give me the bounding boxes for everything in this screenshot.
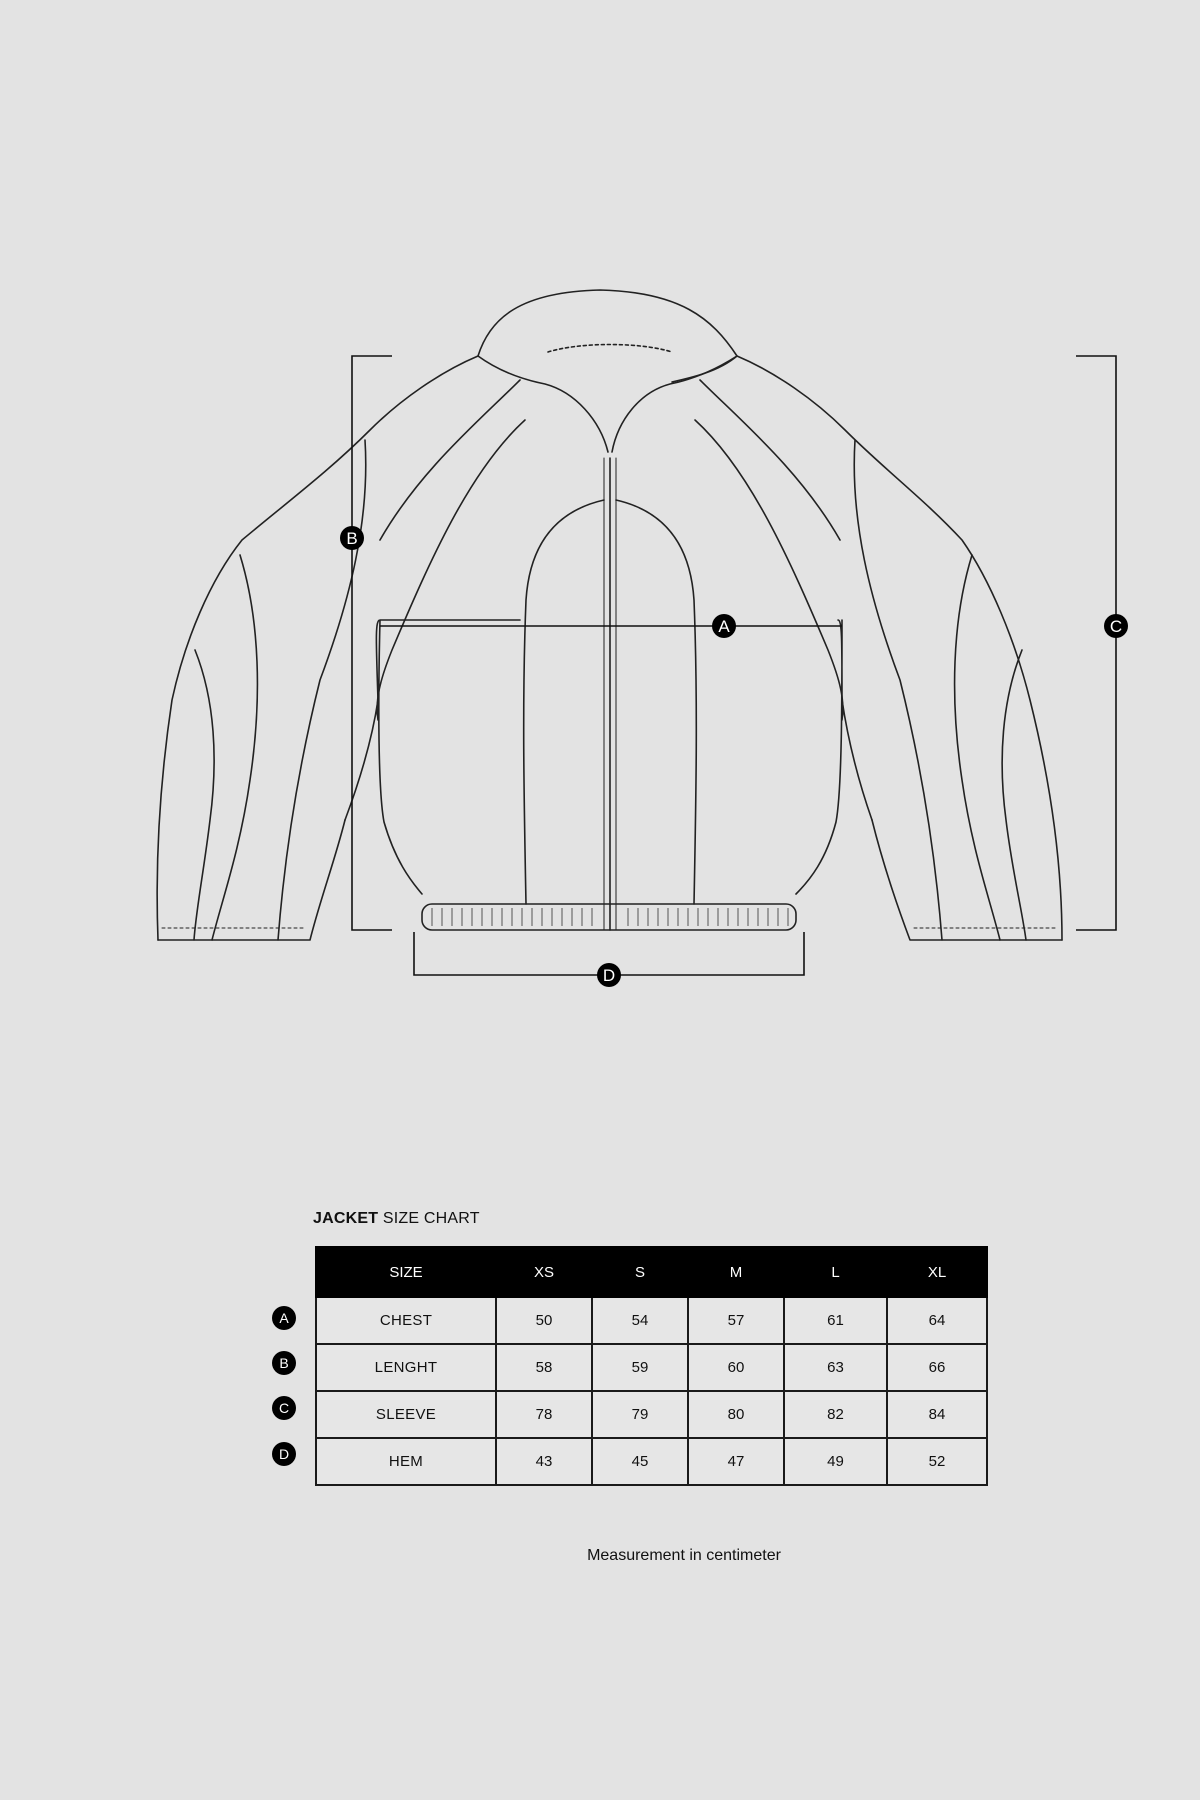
table-cell: 45 [592, 1438, 688, 1485]
sleeve-left-inner [345, 700, 378, 820]
table-cell: 84 [887, 1391, 987, 1438]
table-cell: 82 [784, 1391, 887, 1438]
callout-a [712, 614, 736, 638]
table-cell: 80 [688, 1391, 784, 1438]
table-cell: 63 [784, 1344, 887, 1391]
size-chart-title [313, 1210, 480, 1228]
table-cell: 60 [688, 1344, 784, 1391]
header-xs: XS [496, 1247, 592, 1297]
callout-c [1104, 614, 1128, 638]
row-badge-c: C [272, 1396, 296, 1420]
row-label: CHEST [316, 1297, 496, 1344]
shoulder-seam-right [700, 380, 840, 540]
header-size: SIZE [316, 1247, 496, 1297]
header-m: M [688, 1247, 784, 1297]
raglan-right [695, 420, 843, 720]
callout-d [597, 963, 621, 987]
table-cell: 61 [784, 1297, 887, 1344]
torso-right [796, 620, 842, 894]
table-row-chest [316, 1297, 987, 1344]
front-panel-right [616, 500, 696, 904]
table-cell: 78 [496, 1391, 592, 1438]
sleeve-right-cuff [872, 820, 1062, 940]
size-chart-title-bold: JACKET [313, 1210, 379, 1227]
svg-text:C: C [1109, 617, 1123, 636]
table-row-length [316, 1344, 987, 1391]
table-row-sleeve [316, 1391, 987, 1438]
front-panel-left [524, 500, 604, 904]
sleeve-left-cuff [158, 820, 345, 940]
hem-rib [422, 904, 796, 930]
body-right-outline [737, 356, 1062, 940]
table-cell: 59 [592, 1344, 688, 1391]
measure-line-c [1076, 356, 1116, 930]
table-cell: 54 [592, 1297, 688, 1344]
sleeve-seam-left-3 [194, 650, 214, 940]
row-badge-b: B [272, 1351, 296, 1375]
table-row-hem [316, 1438, 987, 1485]
header-l: L [784, 1247, 887, 1297]
torso-left [376, 620, 520, 894]
header-s: S [592, 1247, 688, 1297]
table-cell: 58 [496, 1344, 592, 1391]
sleeve-seam-right-3 [1002, 650, 1026, 940]
table-cell: 50 [496, 1297, 592, 1344]
sleeve-seam-left-2 [212, 555, 257, 940]
size-header-row [316, 1247, 987, 1297]
sleeve-seam-right-1 [854, 440, 942, 940]
svg-text:A: A [718, 617, 730, 636]
svg-text:B: B [346, 529, 358, 548]
size-chart-title-rest: SIZE CHART [378, 1210, 480, 1227]
row-badge-a: A [272, 1306, 296, 1330]
table-cell: 66 [887, 1344, 987, 1391]
row-badge-d: D [272, 1442, 296, 1466]
sleeve-right-inner [842, 700, 872, 820]
collar-outline [478, 290, 737, 382]
table-cell: 52 [887, 1438, 987, 1485]
collar-left [478, 356, 608, 452]
size-table [315, 1246, 988, 1486]
svg-text:D: D [602, 966, 616, 985]
table-cell: 57 [688, 1297, 784, 1344]
table-cell: 47 [688, 1438, 784, 1485]
row-label: SLEEVE [316, 1391, 496, 1438]
raglan-left [377, 420, 525, 720]
shoulder-seam-left [380, 380, 520, 540]
table-cell: 64 [887, 1297, 987, 1344]
collar-right [612, 356, 737, 452]
table-cell: 43 [496, 1438, 592, 1485]
row-label: HEM [316, 1438, 496, 1485]
sleeve-seam-right-2 [955, 555, 1000, 940]
callout-b [340, 526, 364, 550]
header-xl: XL [887, 1247, 987, 1297]
table-cell: 79 [592, 1391, 688, 1438]
measurement-footnote: Measurement in centimeter [587, 1547, 781, 1564]
table-cell: 49 [784, 1438, 887, 1485]
collar-band [548, 345, 672, 353]
row-label: LENGHT [316, 1344, 496, 1391]
